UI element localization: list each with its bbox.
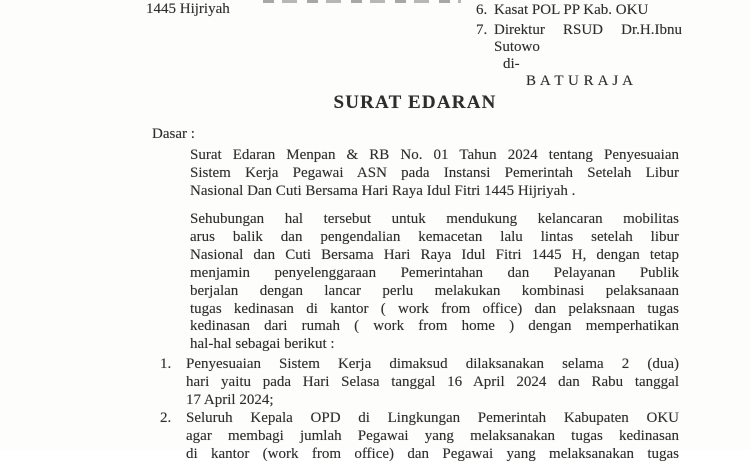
paragraph-line: Nasional dan Cuti Bersama Hari Raya Idul Fitri 1445 H, dengan tetap [190, 246, 679, 263]
recipients-list [476, 2, 686, 90]
dasar-label: Dasar : [152, 126, 195, 142]
recipient-text [494, 22, 682, 56]
recipient-item [476, 2, 686, 19]
list-item [160, 355, 680, 409]
paragraph-line: Sistem Kerja Pegawai ASN pada Instansi Pemerintah Setelah Libur [190, 165, 679, 181]
paragraph-line: Sehubungan hal tersebut untuk mendukung kelancaran mobilitas [190, 211, 679, 227]
numbered-list [160, 355, 680, 463]
list-item-text [186, 409, 679, 463]
paragraph-line: tugas kedinasan di kantor ( work from office) dan pelaksnaan tugas [190, 300, 679, 317]
paragraph-line: hal-hal sebagai berikut : [190, 336, 335, 353]
clipped-top-line-fragment [263, 0, 461, 3]
list-item-line: Penyesuaian Sistem Kerja dimaksud dilaksanakan selama 2 (dua) [186, 356, 679, 372]
paragraph-line: Nasional Dan Cuti Bersama Hari Raya Idul Fitri 1445 Hijriyah . [190, 183, 576, 199]
list-item-number: 1. [160, 356, 172, 372]
recipient-text: Kasat POL PP Kab. OKU [494, 2, 649, 18]
list-item-text [186, 355, 679, 409]
dasar-paragraph [190, 146, 679, 200]
recipient-item [476, 22, 686, 56]
paragraph-line: Surat Edaran Menpan & RB No. 01 Tahun 2024 tentang Penyesuaian [190, 147, 679, 163]
recipient-text-line: Sutowo [494, 39, 540, 55]
document-title: SURAT EDARAN [333, 92, 497, 113]
list-item-line: agar membagi jumlah Pegawai yang melaksanakan tugas kedinasan [186, 428, 679, 444]
date-line: 1445 Hijriyah [146, 1, 230, 17]
list-item-line: hari yaitu pada Hari Selasa tanggal 16 April 2024 dan Rabu tanggal [186, 374, 679, 390]
paragraph-line: arus balik dan pengendalian kemacetan lalu lintas setelah libur [190, 228, 679, 245]
recipient-number: 7. [476, 22, 488, 38]
list-item-line: di kantor (work from office) dan Pegawai yang melaksanakan tugas [186, 446, 679, 462]
city-name: B A T U R A J A [526, 73, 634, 89]
list-item-number: 2. [160, 410, 172, 426]
list-item-line: Seluruh Kepala OPD di Lingkungan Pemerintah Kabupaten OKU [186, 410, 679, 426]
list-item [160, 409, 680, 463]
paragraph-line: kedinasan dari rumah ( work from home ) dengan memperhatikan [190, 318, 679, 335]
paragraph-line: berjalan dengan lancar perlu melakukan kombinasi pelaksanaan [190, 282, 679, 299]
body-paragraph [190, 211, 679, 354]
di-line: di- [503, 56, 520, 72]
recipient-number: 6. [476, 2, 488, 18]
paragraph-line: menjamin penyelenggaraan Pemerintahan dan Pelayanan Publik [190, 264, 679, 281]
recipient-text-line: Direktur RSUD Dr.H.Ibnu [494, 22, 682, 38]
list-item-line: 17 April 2024; [186, 392, 274, 408]
